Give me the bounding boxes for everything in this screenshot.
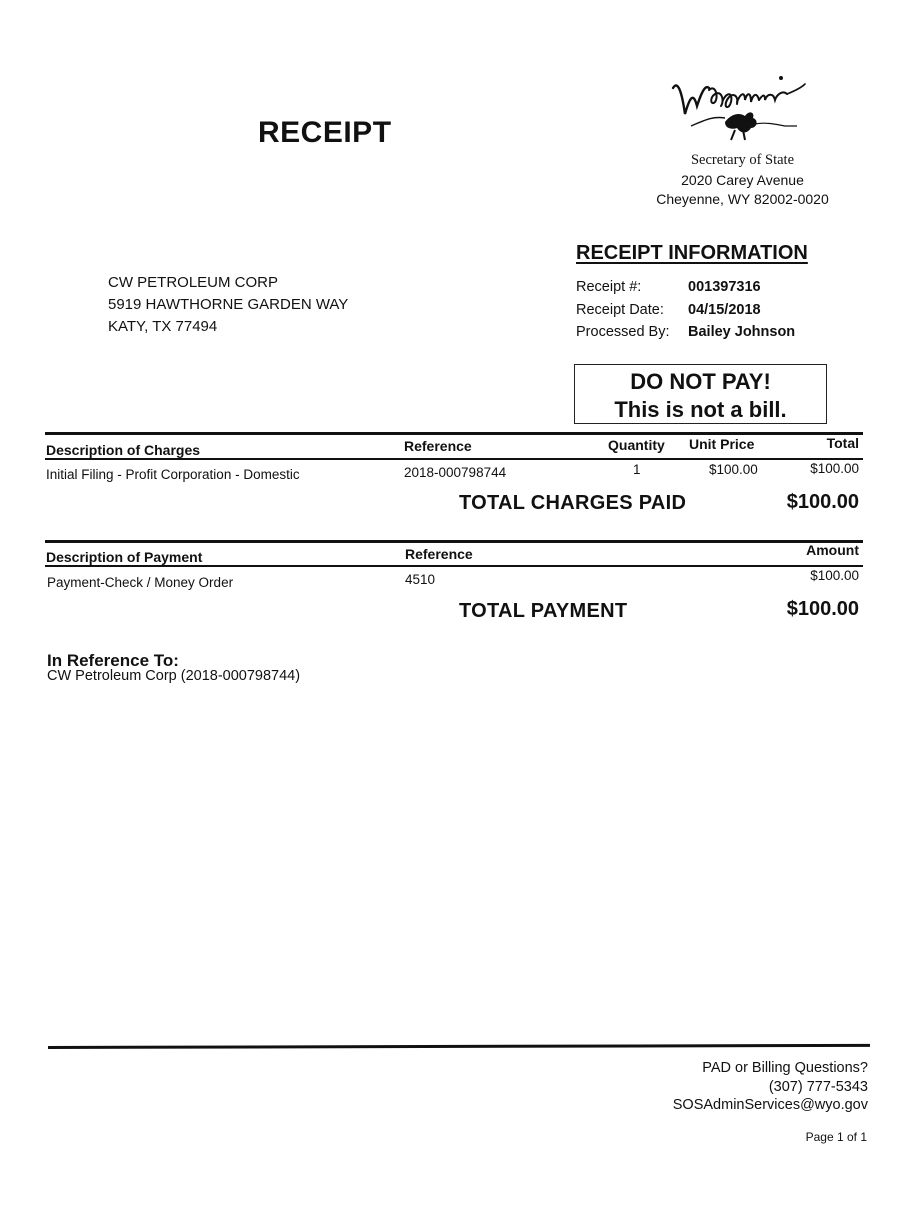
do-not-pay-notice [574, 364, 827, 424]
charge-row-quantity: 1 [633, 462, 641, 477]
issuer-street: 2020 Carey Avenue [681, 171, 804, 188]
payments-header-reference: Reference [405, 546, 473, 562]
page-number: Page 1 of 1 [805, 1130, 867, 1144]
charges-top-rule [45, 432, 863, 435]
notice-line-2: This is not a bill. [614, 397, 787, 422]
payments-header-rule [45, 565, 863, 567]
charge-row-total: $100.00 [810, 461, 859, 476]
wyoming-logo [665, 70, 815, 145]
receipt-date-value: 04/15/2018 [688, 301, 761, 318]
receipt-date-label: Receipt Date: [576, 301, 664, 318]
charges-header-quantity: Quantity [608, 437, 665, 453]
recipient-address [108, 272, 348, 338]
receipt-number-value: 001397316 [688, 279, 761, 295]
charges-header-description: Description of Charges [46, 442, 201, 458]
billing-question: PAD or Billing Questions? [702, 1060, 868, 1076]
payments-header-description: Description of Payment [46, 549, 203, 565]
recipient-name: CW PETROLEUM CORP [108, 274, 279, 291]
billing-email: SOSAdminServices@wyo.gov [672, 1097, 868, 1113]
total-charges-amount: $100.00 [786, 491, 859, 513]
receipt-number-label: Receipt #: [576, 279, 642, 295]
payments-top-rule [45, 540, 863, 543]
reference-to-text: CW Petroleum Corp (2018-000798744) [47, 668, 301, 684]
issuer-city: Cheyenne, WY 82002-0020 [656, 191, 829, 207]
processed-by-label: Processed By: [576, 324, 670, 340]
total-charges-label: TOTAL CHARGES PAID [459, 492, 687, 514]
notice-line-1: DO NOT PAY! [630, 369, 771, 394]
payment-row-reference: 4510 [405, 572, 436, 587]
billing-phone: (307) 777-5343 [768, 1078, 868, 1095]
charge-row-unit-price: $100.00 [709, 462, 758, 477]
recipient-street: 5919 HAWTHORNE GARDEN WAY [108, 296, 349, 313]
billing-contact [673, 1059, 868, 1115]
charges-header-unit-price: Unit Price [689, 436, 755, 452]
recipient-city: KATY, TX 77494 [108, 318, 218, 335]
payment-row-description: Payment-Check / Money Order [47, 575, 234, 590]
payment-row-amount: $100.00 [810, 568, 859, 583]
charge-row-description: Initial Filing - Profit Corporation - Domestic [46, 467, 300, 482]
charge-row-reference: 2018-000798744 [404, 465, 507, 480]
charges-header-reference: Reference [404, 438, 472, 454]
charges-header-total: Total [826, 435, 859, 451]
charges-header-rule [45, 458, 863, 460]
total-payment-label: TOTAL PAYMENT [459, 600, 628, 622]
total-payment-amount: $100.00 [786, 598, 859, 620]
issuer-address [640, 151, 845, 210]
payments-header-amount: Amount [806, 542, 859, 558]
page-title: RECEIPT [258, 116, 392, 149]
processed-by-value: Bailey Johnson [688, 324, 796, 340]
footer-rule [48, 1044, 870, 1049]
receipt-info-heading: RECEIPT INFORMATION [576, 242, 808, 264]
issuer-org: Secretary of State [690, 152, 795, 168]
reference-to-heading: In Reference To: [47, 651, 179, 670]
